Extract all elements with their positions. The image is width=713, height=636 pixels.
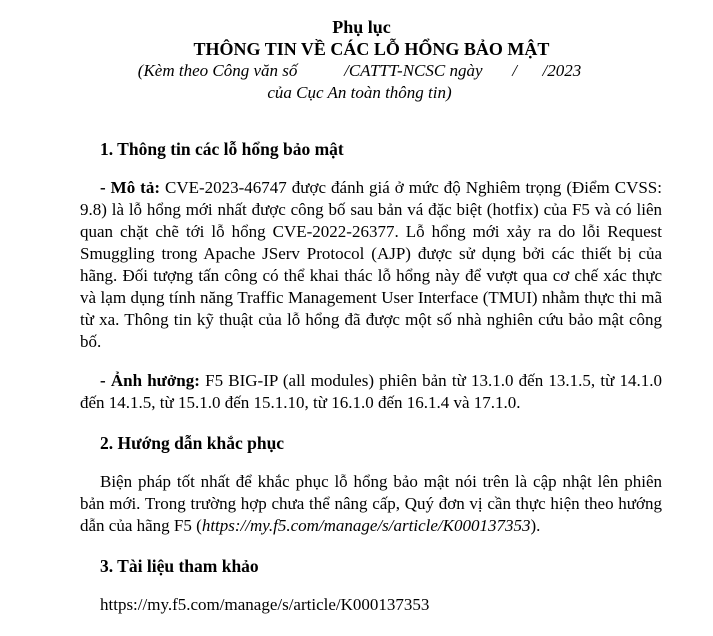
section2-heading: 2. Hướng dẫn khắc phục xyxy=(100,433,285,453)
document-subtitle-line1: (Kèm theo Công văn số /CATTT-NCSC ngày / /2023 xyxy=(137,61,582,80)
remediation-link[interactable]: https://my.f5.com/manage/s/article/K000137353 xyxy=(201,516,531,535)
appendix-label: Phụ lục xyxy=(332,17,391,37)
section1-heading: 1. Thông tin các lỗ hổng bảo mật xyxy=(100,139,344,159)
description-label: - Mô tả: xyxy=(100,178,160,197)
document-title: THÔNG TIN VỀ CÁC LỖ HỔNG BẢO MẬT xyxy=(193,39,550,59)
document-subtitle-line2: của Cục An toàn thông tin) xyxy=(267,83,452,102)
remediation-text-end: ). xyxy=(530,516,541,535)
impact-text: F5 BIG-IP (all modules) phiên bản từ 13.1.0 đến 13.1.5, từ 14.1.0 đến 14.1.5, từ 15.1.0 đến 15.1.10, từ 16.1.0 đến 16.1.4 và 17.1.0. xyxy=(80,371,662,412)
document-header xyxy=(0,16,713,104)
impact-label: - Ảnh hưởng: xyxy=(100,371,200,390)
document-body xyxy=(80,138,662,616)
section1-description xyxy=(80,177,662,353)
remediation-text: Biện pháp tốt nhất để khắc phục lỗ hổng bảo mật nói trên là cập nhật lên phiên bản mới. Trong trường hợp chưa thể nâng cấp, Quý đơn vị cần thực hiện theo hướng dẫn của hãng F5 ( xyxy=(80,472,662,535)
description-text: CVE-2023-46747 được đánh giá ở mức độ Nghiêm trọng (Điểm CVSS: 9.8) là lỗ hổng mới nhất được công bố sau bản vá đặc biệt (hotfix) của F5 và có liên quan chặt chẽ tới lỗ hổng CVE-2022-26377. Lỗ hổng mới xảy ra do lỗi Request Smuggling trong Apache JServ Protocol (AJP) được sử dụng bởi các thiết bị của hãng. Đối tượng tấn công có thể khai thác lỗ hổng này để vượt qua cơ chế xác thực và lạm dụng tính năng Traffic Management User Interface (TMUI) nhằm thực thi mã từ xa. Thông tin kỹ thuật của lỗ hổng đã được một số nhà nghiên cứu bảo mật công bố. xyxy=(80,178,662,351)
section3-heading: 3. Tài liệu tham khảo xyxy=(100,556,259,576)
reference-url[interactable]: https://my.f5.com/manage/s/article/K000137353 xyxy=(100,595,430,614)
section2-text xyxy=(80,471,662,537)
section1-impact xyxy=(80,370,662,414)
